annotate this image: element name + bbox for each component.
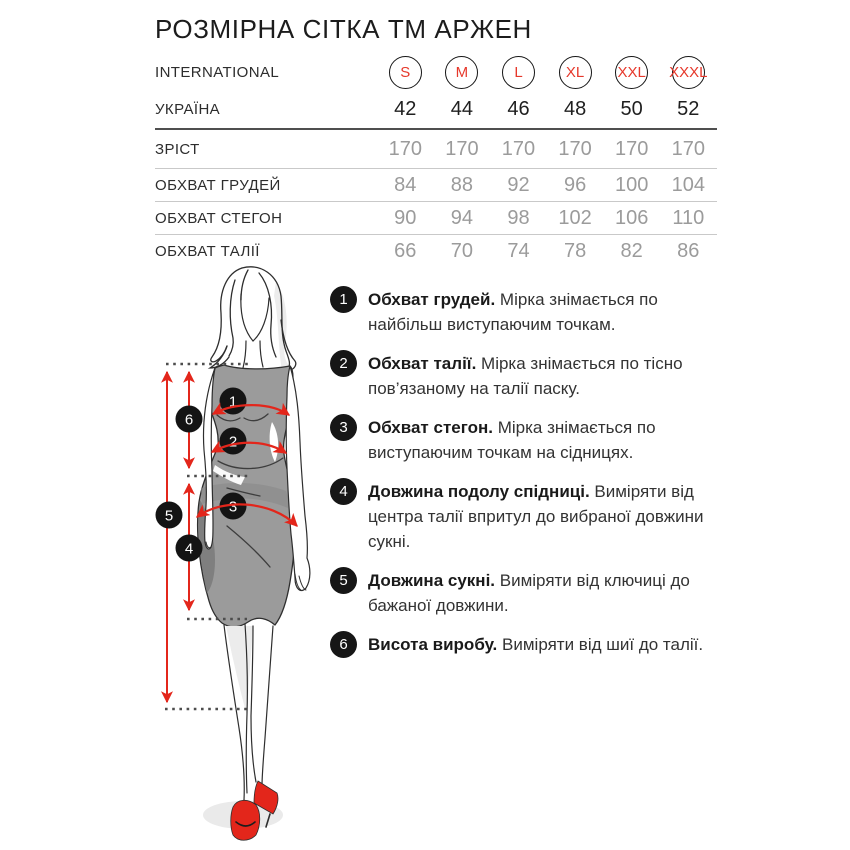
height-value: 170 [388, 137, 422, 160]
legend-number-badge: 2 [330, 350, 357, 377]
marker-1: 1 [228, 393, 238, 411]
legend-desc: Виміряти від центра талії впритул до вибраної довжини сукні. [368, 482, 704, 551]
chest-value: 104 [671, 173, 705, 196]
size-badge-xxl: XXL [615, 56, 648, 89]
ukraine-size-value: 46 [507, 98, 530, 120]
legend-term: Обхват грудей. [368, 290, 496, 309]
height-value: 170 [558, 137, 592, 160]
row-label-hips: ОБХВАТ СТЕГОН [155, 209, 283, 227]
waist-value: 86 [677, 239, 700, 262]
marker-5: 5 [164, 507, 174, 525]
legend-item-hips [330, 414, 730, 465]
legend-item-waist [330, 350, 730, 401]
size-badge-xxxl: XXXL [672, 56, 705, 89]
red-shoes-icon [231, 781, 278, 840]
ukraine-size-value: 42 [394, 98, 417, 120]
table-row-international [155, 54, 717, 91]
height-value: 170 [445, 137, 479, 160]
table-row-chest [155, 168, 717, 201]
legend-desc: Мірка знімається по найбільш виступаючим точкам. [368, 290, 658, 334]
waist-value: 70 [450, 239, 474, 262]
legend-text [368, 415, 720, 465]
chest-value: 88 [450, 173, 474, 196]
hips-value: 110 [672, 206, 705, 229]
legend-desc: Мірка знімається по тісно пов’язаному на талії паску. [368, 354, 683, 398]
legend-item-dress-length [330, 567, 730, 618]
ukraine-size-value: 52 [677, 98, 700, 120]
legend-text [368, 287, 720, 337]
hips-value: 94 [450, 206, 474, 229]
marker-4: 4 [184, 540, 194, 558]
legend-desc: Виміряти від ключиці до бажаної довжини. [368, 571, 690, 615]
row-label-international: INTERNATIONAL [155, 64, 280, 81]
height-value: 170 [614, 137, 649, 160]
hips-value: 90 [394, 206, 417, 229]
page-title: РОЗМІРНА СІТКА ТМ АРЖЕН [155, 14, 532, 44]
legend-number-badge: 6 [330, 631, 357, 658]
woman-figure-illustration [140, 258, 345, 850]
measurement-diagram [140, 258, 345, 850]
legend-text [368, 351, 720, 401]
legend-term: Довжина подолу спідниці. [368, 482, 590, 501]
ukraine-size-value: 50 [620, 98, 643, 120]
chest-value: 96 [563, 173, 587, 196]
waist-value: 74 [507, 239, 530, 262]
legend-number-badge: 4 [330, 478, 357, 505]
hips-value: 102 [558, 206, 592, 229]
hips-value: 106 [614, 206, 649, 229]
legend-term: Обхват стегон. [368, 418, 493, 437]
legend-term: Обхват талії. [368, 354, 477, 373]
legend-item-chest [330, 286, 730, 337]
size-badge-s: S [389, 56, 422, 89]
marker-2: 2 [228, 433, 238, 451]
ukraine-size-value: 48 [563, 98, 587, 120]
waist-value: 78 [563, 239, 587, 262]
face-icon [241, 294, 269, 368]
waist-value: 66 [394, 239, 417, 262]
hips-value: 98 [507, 206, 530, 229]
chest-value: 100 [614, 173, 649, 196]
chest-value: 84 [394, 173, 417, 196]
height-value: 170 [671, 137, 705, 160]
legend-item-skirt-length [330, 478, 730, 554]
legend-desc: Мірка знімається по виступаючим точкам на сідницях. [368, 418, 656, 462]
table-row-height [155, 128, 717, 168]
row-label-chest: ОБХВАТ ГРУДЕЙ [155, 176, 281, 194]
table-row-ukraine [155, 91, 717, 128]
legend-term: Довжина сукні. [368, 571, 496, 590]
ukraine-size-value: 44 [450, 98, 474, 120]
table-row-hips [155, 201, 717, 234]
waist-value: 82 [620, 239, 643, 262]
legend-number-badge: 1 [330, 286, 357, 313]
legend-term: Висота виробу. [368, 635, 498, 654]
measurement-legend [330, 286, 730, 671]
size-table [155, 54, 717, 267]
size-badge-m: M [445, 56, 478, 89]
row-label-waist: ОБХВАТ ТАЛІЇ [155, 242, 260, 260]
marker-3: 3 [228, 498, 238, 516]
size-badge-l: L [502, 56, 535, 89]
legend-number-badge: 5 [330, 567, 357, 594]
chest-value: 92 [507, 173, 530, 196]
legend-desc: Виміряти від шиї до талії. [502, 635, 704, 654]
legend-text [368, 479, 720, 554]
row-label-ukraine: УКРАЇНА [155, 101, 221, 118]
legend-number-badge: 3 [330, 414, 357, 441]
legend-item-product-height [330, 631, 730, 658]
size-badge-xl: XL [559, 56, 592, 89]
row-label-height: ЗРІСТ [155, 140, 200, 158]
marker-6: 6 [184, 411, 194, 429]
legend-text [368, 568, 720, 618]
height-value: 170 [501, 137, 536, 160]
legend-text [368, 632, 720, 657]
